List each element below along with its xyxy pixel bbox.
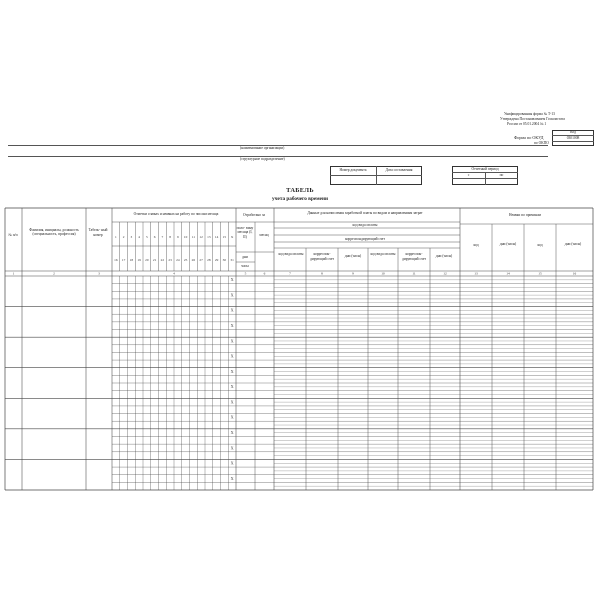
- column-number-6: 6: [263, 271, 266, 276]
- col-absence-header: Неявки по причинам: [509, 213, 541, 217]
- org-name-caption: (наименование организации): [240, 146, 285, 150]
- day-number-top-3: 3: [130, 235, 133, 239]
- col-days-header: дни: [242, 255, 248, 259]
- page-subtitle: учета рабочего времени: [272, 196, 328, 202]
- day-number-top-6: 6: [153, 235, 156, 239]
- col-tab-header: Табель- ный номер: [88, 228, 108, 237]
- day-number-bottom-20: 20: [145, 258, 149, 262]
- day-number-top-7: 7: [161, 235, 164, 239]
- col-name-header: Фамилия, инициалы, должность (специальность, профессия): [29, 228, 79, 237]
- sub-corr-1: корреспон- дирующий счет: [310, 252, 334, 261]
- x-mark: X: [230, 445, 234, 451]
- day-number-bottom-29: 29: [214, 258, 219, 262]
- form-note-3: России от 05.01.2004 № 1: [507, 122, 547, 126]
- period-from-label: с: [467, 172, 470, 177]
- x-mark: X: [230, 368, 234, 374]
- x-mark: X: [230, 475, 234, 481]
- day-number-bottom-17: 17: [121, 258, 126, 262]
- corr-account-header: корреспондирующий счет: [345, 237, 385, 241]
- x-mark: X: [230, 399, 234, 405]
- day-number-bottom-19: 19: [137, 258, 141, 262]
- column-number-10: 10: [381, 271, 385, 276]
- okud-value: 0301008: [566, 135, 580, 140]
- day-number-top-10: 10: [183, 235, 188, 239]
- column-number-12: 12: [443, 271, 447, 276]
- col-half-header: поло- вину месяца (I, II): [236, 226, 254, 239]
- col-marks-header: Отметки о явках и неявках на работу по числам месяца: [133, 212, 219, 216]
- day-number-top-13: 13: [207, 235, 211, 239]
- page-title: ТАБЕЛЬ: [286, 187, 314, 194]
- okpo-label: по ОКПО: [534, 141, 549, 145]
- x-mark: X: [230, 292, 234, 298]
- day-number-top-2: 2: [122, 235, 125, 239]
- x-mark: X: [230, 384, 234, 390]
- day-number-top-8: 8: [169, 235, 171, 239]
- day-number-bottom-27: 27: [199, 258, 203, 262]
- sub-pay-code-1: код вида оплаты: [278, 252, 304, 256]
- column-number-5: 5: [244, 271, 247, 276]
- abs-code-1: код: [473, 243, 479, 247]
- day-number-bottom-21: 21: [152, 258, 157, 262]
- x-mark: X: [230, 307, 234, 313]
- col-hours-header: часы: [241, 264, 249, 268]
- day-number-bottom-22: 22: [160, 258, 165, 262]
- sub-pay-code-2: код вида оплаты: [370, 252, 396, 256]
- x-mark: X: [230, 460, 234, 466]
- col-month-header: месяц: [259, 233, 269, 237]
- period-to-label: по: [499, 172, 504, 177]
- column-number-9: 9: [352, 271, 354, 276]
- period-title: Отчетный период: [471, 166, 499, 171]
- okud-label: Форма по ОКУД: [514, 135, 544, 140]
- day-number-bottom-24: 24: [176, 258, 180, 262]
- day-number-bottom-25: 25: [183, 258, 188, 262]
- x-mark: X: [230, 338, 234, 344]
- day-number-top-1: 1: [115, 235, 117, 239]
- x-mark: X: [230, 429, 234, 435]
- column-number-1: 1: [12, 271, 15, 276]
- form-note-1: Унифицированная форма № Т-13: [504, 112, 555, 116]
- day-number-top-12: 12: [199, 235, 203, 239]
- column-number-15: 15: [538, 271, 542, 276]
- x-mark: X: [230, 322, 234, 328]
- column-number-7: 7: [289, 271, 291, 276]
- col-num-header: № п/п: [8, 233, 18, 237]
- x-mark: X: [230, 277, 234, 283]
- col-worked-header: Отработано за: [242, 213, 266, 217]
- form-note-2: Утверждена Постановлением Госкомстата: [500, 117, 565, 121]
- x-mark: X: [230, 353, 234, 359]
- column-number-14: 14: [506, 271, 510, 276]
- abs-days-1: дни (часы): [499, 242, 517, 246]
- day-number-bottom-28: 28: [207, 258, 211, 262]
- day-number-top-4: 4: [138, 235, 140, 239]
- day-number-top-11: 11: [191, 235, 196, 239]
- sub-corr-2: корреспон- дирующий счет: [402, 252, 426, 261]
- day-number-top-15: 15: [222, 235, 227, 239]
- column-number-16: 16: [572, 271, 577, 276]
- day-number-bottom-26: 26: [191, 258, 196, 262]
- pay-kind-code-header: код вида оплаты: [352, 222, 378, 227]
- day-number-bottom-23: 23: [168, 258, 172, 262]
- day-number-bottom-30: 30: [222, 258, 227, 262]
- abs-code-2: код: [537, 243, 543, 247]
- doc-number-label: Номер документа: [339, 168, 367, 172]
- day-number-top-9: 9: [177, 235, 179, 239]
- column-number-4: 4: [173, 271, 175, 276]
- x-mark: X: [230, 414, 234, 420]
- abs-days-2: дни (часы): [564, 242, 582, 246]
- sub-days-hours-1: дни (часы): [344, 254, 362, 258]
- column-number-11: 11: [412, 271, 416, 276]
- day-number-top-X: X: [230, 235, 234, 239]
- column-number-3: 3: [98, 271, 100, 276]
- division-caption: (структурное подразделение): [240, 157, 285, 161]
- day-number-bottom-18: 18: [129, 258, 134, 262]
- doc-date-label: Дата составления: [385, 168, 413, 172]
- day-number-top-14: 14: [214, 235, 219, 239]
- sub-days-hours-2: дни (часы): [435, 254, 453, 258]
- day-number-bottom-16: 16: [114, 258, 118, 262]
- column-number-8: 8: [321, 271, 323, 276]
- code-label: Код: [570, 130, 576, 134]
- day-number-top-5: 5: [146, 235, 148, 239]
- column-number-2: 2: [53, 271, 55, 276]
- col-payroll-header: Данные для начисления заработной платы по видам и направлениям затрат: [307, 211, 423, 215]
- column-number-13: 13: [474, 271, 478, 276]
- day-number-bottom-31: 31: [230, 258, 234, 262]
